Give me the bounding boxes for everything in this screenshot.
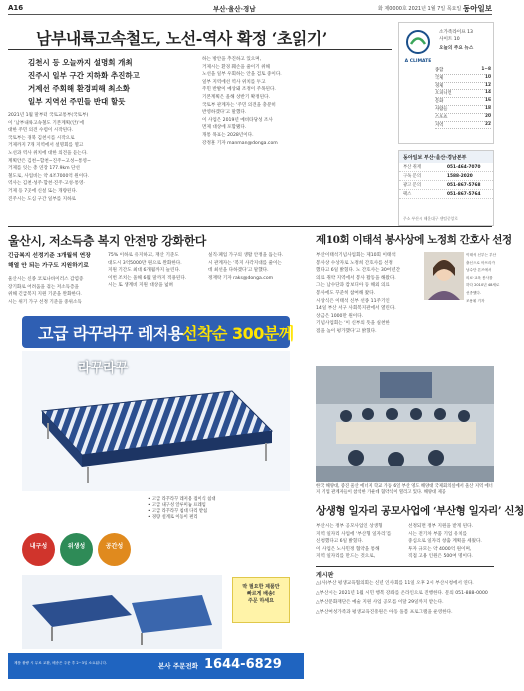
- story3-body-line: 점을 높이 평가했다’고 밝혔다.: [316, 328, 377, 334]
- story3-sidebar: [466, 252, 500, 303]
- story4-body-line: 직접 고용 인원은 500여 명이다.: [408, 554, 473, 560]
- lead-body-line: 면제 대상에 포함됐다.: [202, 125, 247, 131]
- lead-subhead-line: 진주시 일부 구간 지하화 추진하고: [28, 71, 140, 80]
- index-tag: A CLIMATE: [404, 59, 432, 64]
- contact-box: [398, 150, 494, 226]
- toc-row[interactable]: [435, 98, 491, 106]
- lead-body-line: 거제 등 7곳에 신설 또는 개량된다.: [8, 188, 78, 194]
- story3-sidebar-line: 이태석 신부는 부산: [466, 253, 497, 257]
- story2-body-line: 시는 또 생계비 지원 대상을 넓혀: [108, 283, 173, 289]
- story2-body-line: 시는 위기 가구 선정 기준을 중위소득: [8, 299, 82, 305]
- toc-label: 경제: [435, 83, 444, 89]
- lead-body-line: 국토부 관계자는 ‘주민 의견을 충분히: [202, 102, 276, 108]
- badge-hygiene: 위생성: [60, 533, 93, 566]
- newspaper-logo: 동아일보: [463, 4, 492, 13]
- lead-subhead-line: 거제선 주회해 환경피해 최소화: [28, 84, 131, 93]
- story3-body-1: [316, 252, 408, 362]
- ad-ribbon-line: 주문 하세요: [248, 598, 274, 604]
- lead-body-line: 거제를 잇는 총 연장 177.9km 단선: [8, 166, 80, 172]
- story3-sidebar-line: 선종했다.: [466, 290, 482, 295]
- headline-rule: [8, 49, 392, 50]
- story2-body-line: 대도시 3억5000만 원으로 완화한다.: [108, 260, 182, 266]
- lead-body-line: 개통 목표는 2028년이다.: [202, 132, 254, 138]
- lead-body-line: 주민 반발이 예상돼 조정이 주목된다.: [202, 87, 276, 93]
- story2-body-line: 75% 이하로 유지하고, 재산 기준도: [108, 253, 179, 258]
- story2-body-1: [8, 276, 101, 308]
- story2-body-line: 정재락 기자 raks@donga.com: [208, 275, 274, 281]
- lead-body-line: 하는 방안을 추진하고 있으며,: [202, 57, 262, 62]
- toc-row[interactable]: [435, 106, 491, 114]
- index-meta: [439, 29, 473, 52]
- toc-page: 22: [485, 121, 491, 127]
- lead-subhead-line: 일부 지역선 주민들 반대 할듯: [28, 97, 126, 106]
- contact-row: [399, 172, 493, 181]
- index-meta-2: 사이트 10: [439, 37, 460, 42]
- ad-product-name: 라꾸라꾸: [78, 361, 129, 376]
- toc-page: 20: [485, 113, 491, 119]
- notice-body: [316, 580, 494, 680]
- ad-banner: [22, 316, 294, 348]
- story2-body-line: 지원 기간도 최대 6개월까지 늘린다.: [108, 268, 181, 274]
- toc-row[interactable]: [435, 90, 491, 98]
- story3-body-line: 부산이태석기념사업회는 제10회 이태석: [316, 253, 396, 258]
- contact-number[interactable]: 051-867-5764: [447, 191, 481, 197]
- story4-title: 상생형 일자리 공모사업에 ‘부산형 일자리’ 신청: [316, 505, 524, 517]
- lead-body-line: 계획안은 김천∼합천∼진주∼고성∼통영∼: [8, 158, 91, 164]
- story4-body-line: 신청했다고 6일 밝혔다.: [316, 539, 364, 545]
- index-box: [398, 22, 494, 144]
- contact-label: 부산 취재: [403, 165, 421, 170]
- story4-body-line: 지역 일자리를 만드는 것으로,: [316, 554, 376, 560]
- lead-body-line: 강정훈 기자 manman@donga.com: [202, 140, 278, 146]
- lead-body-line: 노선을 일부 우회하는 안을 검토 중이다.: [202, 72, 282, 78]
- contact-label: 구독 문의: [403, 174, 421, 179]
- ad-order-bar: [8, 653, 304, 679]
- lead-headline: 남부내륙고속철도, 노선-역사 확정 ‘초읽기’: [36, 29, 327, 48]
- meeting-photo: [316, 366, 494, 482]
- contact-row: [399, 163, 493, 172]
- toc-page: 16: [485, 98, 491, 104]
- story3-sidebar-line: 출신으로 아프리카: [466, 260, 495, 265]
- story3-body-2: [414, 306, 494, 362]
- toc-label: 사람들: [435, 106, 448, 112]
- toc-page: 1~8: [481, 67, 491, 72]
- lead-body-line: 반영하겠다’고 말했다.: [202, 110, 247, 116]
- story2-body-line: 실직·폐업 가구의 생활 안정을 돕는다.: [208, 253, 284, 258]
- ad-banner-text: 고급 라꾸라꾸 레저용: [38, 324, 183, 343]
- contact-note: 주소 부산시 해운대구 센텀중앙로: [403, 216, 458, 221]
- index-toc: [435, 67, 491, 129]
- index-meta-1: 소가족라이프 13: [439, 30, 473, 35]
- story4-body-line: 중심으로 일자리 창출 계획을 세웠다.: [408, 539, 482, 545]
- story3-body-line: 했다고 6일 밝혔다. 노 간호사는 30여년간: [316, 268, 401, 274]
- story2-title: 울산시, 저소득층 복지 안전망 강화한다: [8, 234, 206, 248]
- story3-body-line: 14일 부산 서구 사회복지관에서 열린다.: [316, 306, 396, 312]
- portrait-photo: [424, 252, 464, 300]
- story2-body-line: 울산시는 신종 코로나바이러스 감염증: [8, 277, 84, 282]
- story4-body-1: [316, 523, 402, 563]
- story3-title: 제10회 이태석 봉사상에 노정희 간호사 선정: [316, 234, 512, 246]
- toc-page: 10: [485, 74, 491, 80]
- ad-feature-item: • 고급 내구성 알루미늄 프레임: [148, 503, 206, 508]
- badge-durability: 내구성: [22, 533, 55, 566]
- lead-body-line: 진주시는 도심 구간 일부를 지하로: [8, 196, 76, 202]
- notice-item: △(사)부산 평생교육협의회는 신년 인사회를 11일 오후 2시 부산시청에서 연다.: [316, 581, 474, 586]
- lead-body-line: 이 ‘남부내륙고속철도 기본계획(안)’에: [8, 120, 84, 126]
- toc-label: 오피니언: [435, 91, 452, 97]
- section-name: 부산·울산·경남: [213, 5, 256, 13]
- toc-row[interactable]: [435, 75, 491, 83]
- story4-body-2: [408, 523, 494, 563]
- contact-title: 동아일보 부산·울산·경남본부: [399, 151, 493, 163]
- story2-body-2: [108, 252, 201, 308]
- story3-body-line: 기념사업회는 ‘이 신부의 뜻을 실천한: [316, 321, 390, 327]
- story3-body-line: 상금은 1000만 원이다.: [316, 313, 364, 319]
- story4-body-line: 투자 규모는 약 4000억 원이며,: [408, 546, 472, 552]
- toc-label: 종합: [435, 68, 444, 73]
- story3-body-line: 그는 남수단과 캄보디아 등 해외 의료: [316, 283, 390, 289]
- story2-body-line: 데 최선을 다하겠다’고 말했다.: [208, 268, 269, 274]
- story4-body-line: 이 사업은 노사민정 협약을 통해: [316, 546, 380, 552]
- story4-body-line: 지역 일자리 사업에 ‘부산형 일자리’를: [316, 531, 392, 537]
- notice-rule: [316, 566, 494, 567]
- lead-body-line: 노선과 역사 위치에 대한 의견을 듣는다.: [8, 150, 88, 156]
- toc-label: 문화: [435, 99, 444, 105]
- story2-deck-line: 긴급복지 선정기준 3개월씩 연장: [8, 253, 91, 259]
- lead-subheads: [28, 56, 198, 108]
- notice-item: △부산여성가족과 평생교육진흥원은 아동 돌봄 프로그램을 운영한다.: [316, 609, 453, 615]
- ad-feature-item: • 고급 라꾸라꾸 레저용 접이식 침대: [148, 497, 216, 502]
- ad-banner-highlight: 선착순 300분께: [182, 324, 294, 343]
- toc-label: 스포츠: [435, 114, 448, 120]
- ad-ribbon-line: 딱 필요한 제품만: [242, 584, 280, 590]
- contact-row: [399, 181, 493, 190]
- bed-advertisement: [8, 313, 304, 679]
- notice-item: △부산문화재단은 예술 지원 사업 공모를 이달 29일까지 받는다.: [316, 600, 444, 606]
- story3-body-line: 봉사상 수상자로 노정희 간호사를 선정: [316, 260, 393, 266]
- toc-label: 국제: [435, 75, 444, 81]
- story2-body-line: 장기화로 어려움을 겪는 저소득층을: [8, 284, 79, 290]
- lead-body-line: 거제까지 7개 지역에서 설명회를 열고: [8, 143, 84, 149]
- toc-row[interactable]: [435, 67, 491, 75]
- lead-body-line: 2021년 1월 말부터 국토교통부(국토부): [8, 113, 89, 118]
- story2-deck-line: 해열 안 되는 가구도 지원하기로: [8, 262, 89, 269]
- story2-body-line: 이번 조치는 올해 6월 말까지 적용된다.: [108, 275, 187, 281]
- folded-bed-image: [22, 575, 222, 649]
- story4-body-line: 부산시는 정부 공모사업인 상생형: [316, 524, 383, 529]
- story3-sidebar-line: 남수단 톤즈에서: [466, 268, 492, 273]
- ad-feature-item: • 고급 라꾸라꾸 침대 다리 받침: [148, 509, 208, 514]
- toc-page: 18: [485, 105, 491, 111]
- story3-body-line: 봉사에도 꾸준히 참여해 왔다.: [316, 290, 376, 296]
- ad-order-phone[interactable]: 1644-6829: [204, 657, 282, 672]
- notice-title: 게시판: [316, 572, 334, 579]
- story2-body-line: 시 관계자는 ‘복지 사각지대를 줄이는: [208, 260, 282, 266]
- lead-body-line: 역사는 김천·성주·합천·진주·고성·통영·: [8, 181, 85, 187]
- contact-number[interactable]: 051-867-5768: [447, 182, 481, 188]
- ad-order-label: 본사 주문전화: [158, 662, 198, 670]
- toc-row[interactable]: [435, 122, 491, 130]
- lead-body-line: 대한 주민 의견 수렴이 시작된다.: [8, 128, 73, 134]
- contact-label: 광고 문의: [403, 183, 421, 188]
- issue-date: 화 제0000호 2021년 1월 7일 목요일: [378, 6, 462, 12]
- toc-page: 12: [485, 82, 491, 88]
- page-number: A16: [8, 4, 24, 12]
- story4-body-line: 시는 전기차 부품 기업 유치를: [408, 531, 468, 537]
- lead-subhead-line: 김천시 등 오늘까지 설명회 개최: [28, 58, 133, 67]
- contact-label: 팩스: [403, 192, 412, 197]
- lead-body-line: 철도로, 사업비는 약 4조7000억 원이다.: [8, 173, 90, 179]
- toc-row[interactable]: [435, 83, 491, 91]
- ad-ribbon-line: 빠르게 배송!: [246, 591, 276, 597]
- toc-label: 지역: [435, 122, 444, 128]
- page-header: [8, 2, 492, 15]
- story3-sidebar-line: 하다 2010년 48세로: [466, 283, 500, 288]
- section-rule: [8, 226, 492, 227]
- ad-order-note: 제품 불량 시 무료 교환, 배송은 주문 후 2~3일 소요됩니다.: [14, 661, 108, 665]
- index-toc-title: 오늘의 주요 뉴스: [439, 46, 474, 51]
- ad-feature-item: • 경량 설계로 이동이 편리: [148, 515, 198, 520]
- story3-sidebar-line: 조용휘 기자: [466, 298, 485, 303]
- lead-body-line: 일부 지역에선 역사 위치를 두고: [202, 79, 266, 85]
- contact-number[interactable]: 1588-2020: [447, 173, 473, 179]
- story2-body-3: [208, 252, 304, 308]
- toc-page: 14: [485, 90, 491, 96]
- lead-body-line: 거제시는 환경 훼손을 줄이기 위해: [202, 64, 270, 70]
- lead-body-line: 기본계획은 올해 상반기 확정된다.: [202, 94, 270, 100]
- toc-row[interactable]: [435, 114, 491, 122]
- story3-body-line: 시상식은 이태석 신부 선종 11주기인: [316, 298, 390, 304]
- story3-sidebar-line: 의료·교육 봉사를: [466, 275, 493, 280]
- story3-body-line: 의료 취약 지역에서 봉사 활동을 해왔다.: [316, 275, 396, 281]
- lead-body-line: 이 사업은 2019년 예비타당성 조사: [202, 117, 273, 123]
- story4-body-line: 선정되면 정부 지원을 받게 된다.: [408, 524, 473, 529]
- lead-body-line: 국토부는 경북 김천시를 시작으로: [8, 135, 75, 141]
- story2-body-line: 위해 긴급복지 지원 기준을 완화한다.: [8, 292, 82, 298]
- ad-feature-list: [148, 497, 296, 521]
- notice-item: △부산시는 2021년 1월 시민 행복 강좌를 온라인으로 진행한다. 문의 051-888-0000: [316, 590, 488, 596]
- contact-row: [399, 190, 493, 199]
- weather-logo-icon: [405, 29, 431, 55]
- ad-delivery-ribbon: [232, 577, 290, 623]
- badge-space: 공간성: [98, 533, 131, 566]
- bed-product-image: [22, 351, 290, 491]
- contact-number[interactable]: 051-464-7070: [447, 164, 481, 170]
- meeting-caption: 한국 해양대, 증진 울산 에너지 학교 가동 6일 부산 영도 해양대 국제회의실에서 울산 지역 에너지 기업 관계자들이 참석한 가운데 협약식이 열리고 있다. 해양대 제공: [316, 484, 493, 495]
